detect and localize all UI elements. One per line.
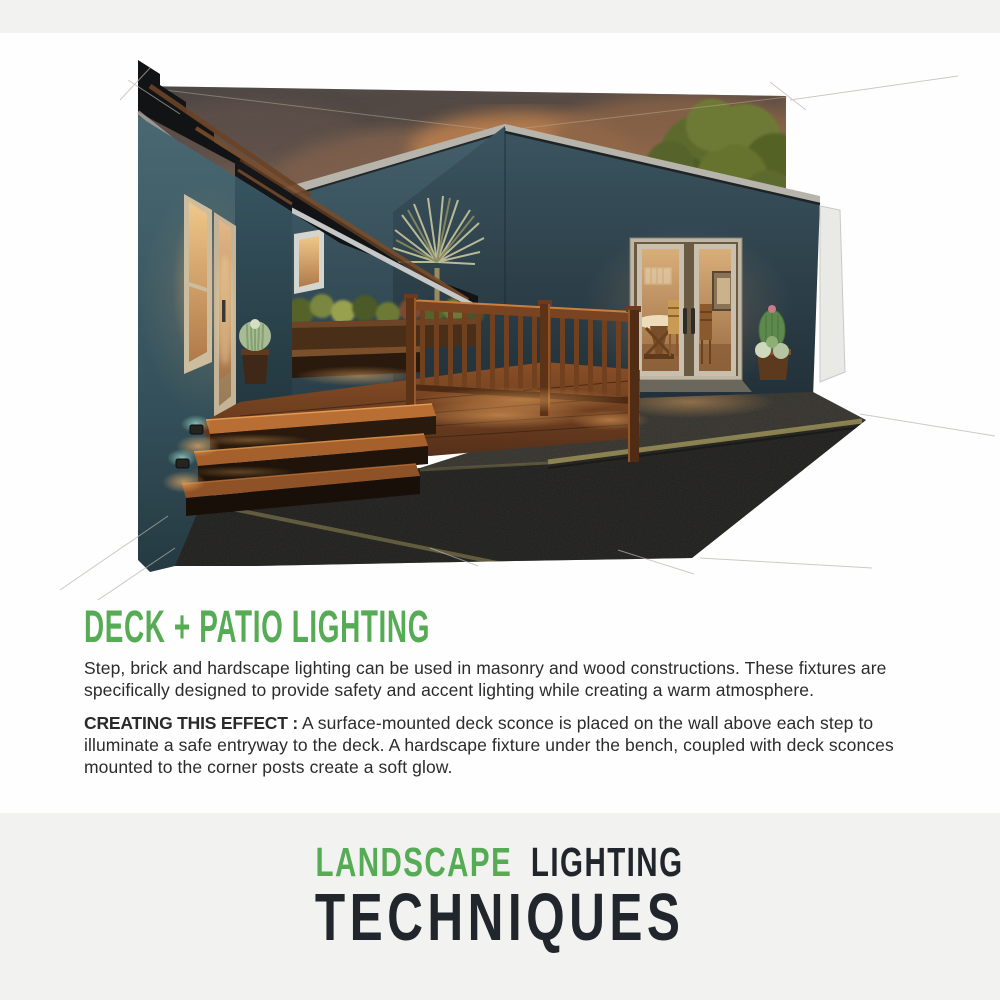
bench	[292, 346, 425, 386]
door-handle-right	[691, 308, 695, 334]
french-doors	[624, 238, 752, 392]
effect-label: CREATING THIS EFFECT :	[84, 713, 299, 733]
wall-end-panel	[820, 206, 845, 382]
left-door-handle	[222, 300, 226, 322]
door-threshold	[624, 380, 752, 392]
left-door	[214, 212, 236, 418]
door-handle-left	[683, 308, 687, 334]
brand-line	[0, 840, 1000, 884]
brand-footer	[0, 813, 1000, 1000]
effect-paragraph	[84, 712, 940, 778]
effect-text: A surface-mounted deck sconce is placed on the wall above each step to illuminate a safe entryway to the deck. A hardscape fixture under the bench, coupled with deck sconces mounted to the corner posts create a soft glow.	[84, 713, 894, 777]
middle-window	[294, 229, 324, 294]
intro-paragraph: Step, brick and hardscape lighting can be used in masonry and wood constructions. These fixtures are specifically designed to provide safety and accent lighting while creating a warm atmosphere.	[84, 658, 887, 700]
door-pane-grid	[645, 268, 671, 284]
page-title: DECK + PATIO LIGHTING	[84, 601, 431, 652]
series-title: TECHNIQUES	[315, 880, 685, 955]
brand-word-landscape: LANDSCAPE	[316, 839, 513, 885]
brand-word-lighting: LIGHTING	[531, 839, 684, 885]
dining-room-interior-right	[699, 249, 734, 371]
